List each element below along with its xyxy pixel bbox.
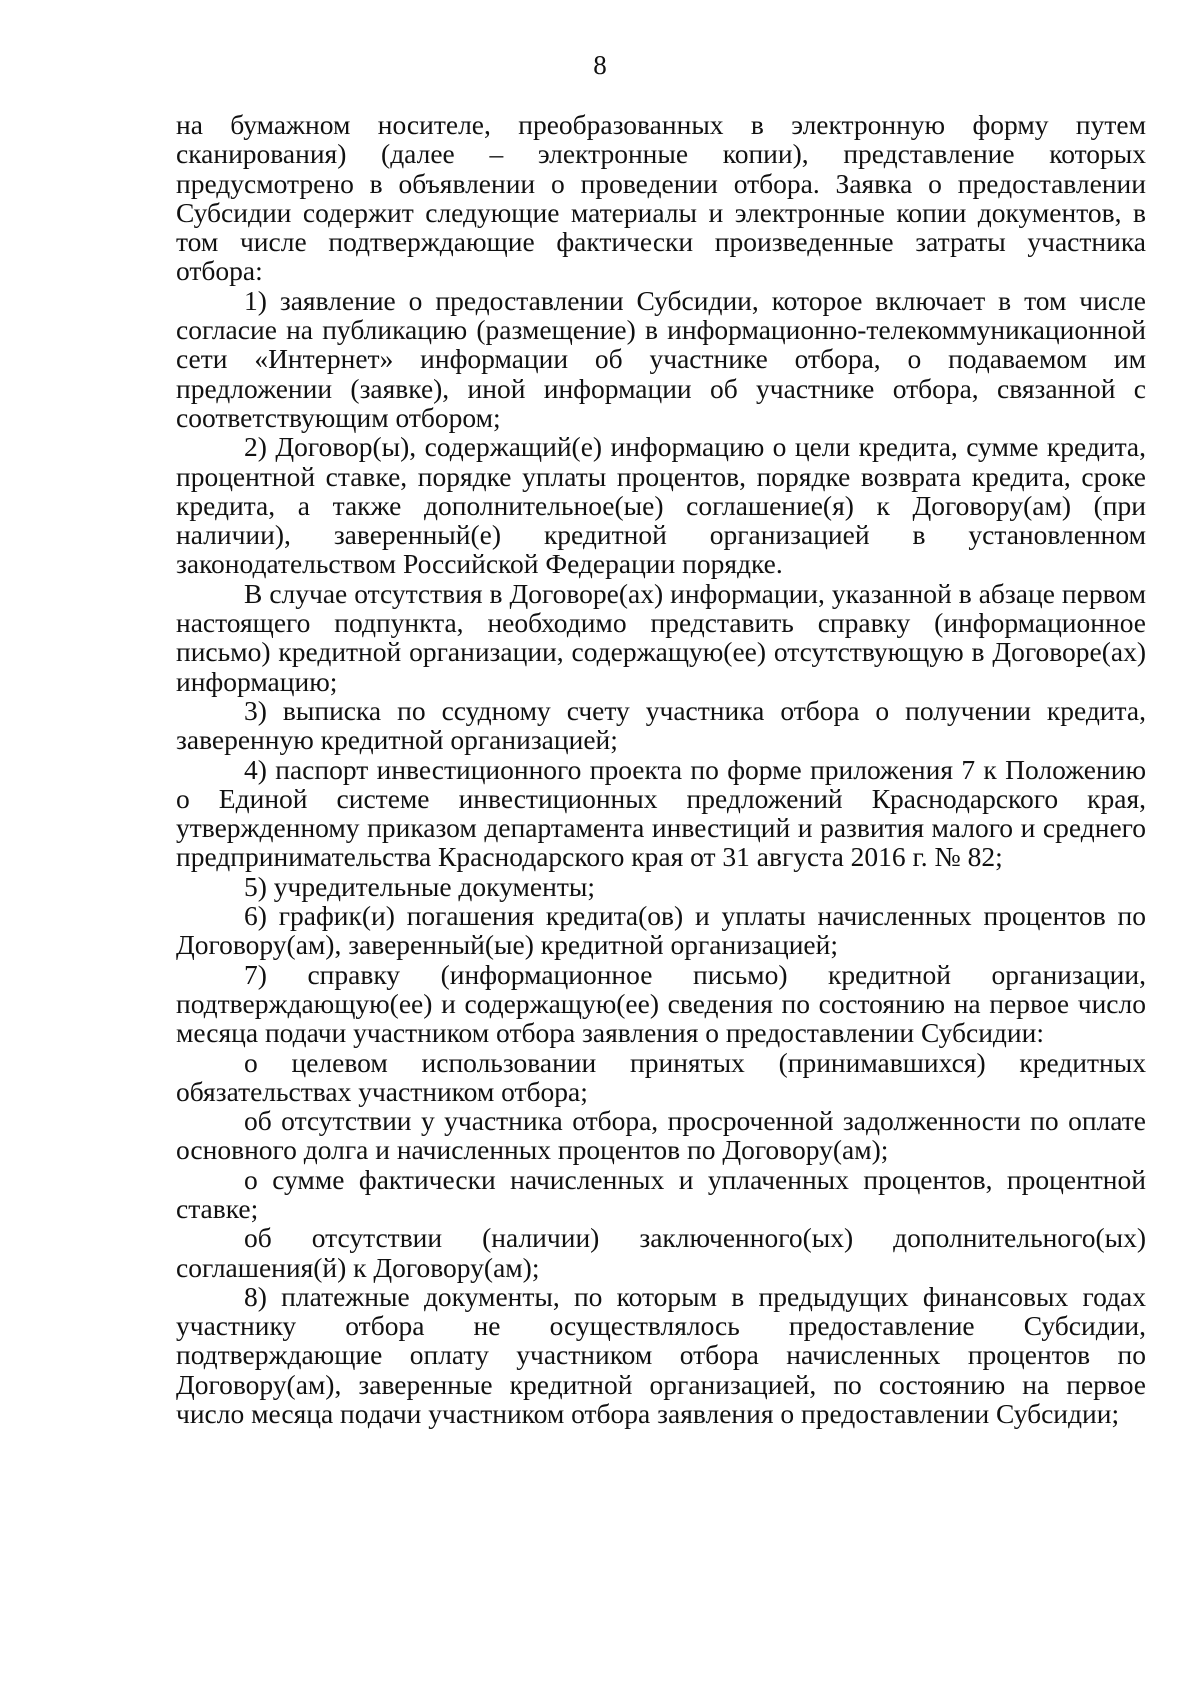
paragraph-item-1: 1) заявление о предоставлении Субсидии, которое включает в том числе согласие на публикацию (размещение) в информационно-телекоммуникационной сети «Интернет» информации об участнике отбора, о подаваемом им предложении (заявке), иной информации об участнике отбора, связанной с соответствующим отбором; (176, 284, 1146, 433)
document-body (176, 110, 1146, 1428)
paragraph-item-7-sub-4: об отсутствии (наличии) заключенного(ых) дополнительного(ых) соглашения(й) к Договору(ам); (176, 1222, 1146, 1283)
paragraph-item-7-sub-1: о целевом использовании принятых (принимавшихся) кредитных обязательствах участником отбора; (176, 1046, 1146, 1107)
paragraph-item-3: 3) выписка по ссудному счету участника отбора о получении кредита, заверенную кредитной организацией; (176, 694, 1146, 756)
paragraph-item-7-sub-3: о сумме фактически начисленных и уплаченных процентов, процентной ставке; (176, 1163, 1146, 1224)
paragraph-item-4: 4) паспорт инвестиционного проекта по форме приложения 7 к Положению о Единой системе инвестиционных предложений Краснодарского края, утвержденному приказом департамента инвестиций и развития малого и среднего предпринимательства Краснодарского края от 31 августа 2016 г. № 82; (176, 753, 1146, 873)
paragraph-item-8: 8) платежные документы, по которым в предыдущих финансовых годах участнику отбора не осуществлялось предоставление Субсидии, подтверждающие оплату участником отбора начисленных процентов по Договору(ам), заверенные кредитной организацией, по состоянию на первое число месяца подачи участником отбора заявления о предоставлении Субсидии; (176, 1280, 1146, 1430)
paragraph-item-6: 6) график(и) погашения кредита(ов) и уплаты начисленных процентов по Договору(ам), заверенный(ые) кредитной организацией; (176, 900, 1146, 961)
paragraph-item-5: 5) учредительные документы; (244, 870, 595, 902)
paragraph-item-7-sub-2: об отсутствии у участника отбора, просроченной задолженности по оплате основного долга и начисленных процентов по Договору(ам); (176, 1105, 1146, 1166)
page-number: 8 (593, 50, 607, 80)
paragraph-item-2: 2) Договор(ы), содержащий(е) информацию о цели кредита, сумме кредита, процентной ставке, порядке уплаты процентов, порядке возврата кредита, сроке кредита, а также дополнительное(ые) соглашение(я) к Договору(ам) (при наличии), заверенный(е) кредитной организацией в установленном законодательством Российской Федерации порядке. (176, 431, 1146, 580)
paragraph-item-7: 7) справку (информационное письмо) кредитной организации, подтверждающую(ее) и содержащую(ее) сведения по состоянию на первое число месяца подачи участником отбора заявления о предоставлении Субсидии: (176, 958, 1146, 1049)
paragraph-intro: на бумажном носителе, преобразованных в электронную форму путем сканирования) (далее – электронные копии), представление которых предусмотрено в объявлении о проведении отбора. Заявка о предоставлении Субсидии содержит следующие материалы и электронные копии документов, в том числе подтверждающие фактически произведенные затраты участника отбора: (176, 109, 1146, 287)
paragraph-item-2-note: В случае отсутствия в Договоре(ах) информации, указанной в абзаце первом настоящего подпункта, необходимо представить справку (информационное письмо) кредитной организации, содержащую(ее) отсутствующую в Договоре(ах) информацию; (176, 577, 1146, 697)
